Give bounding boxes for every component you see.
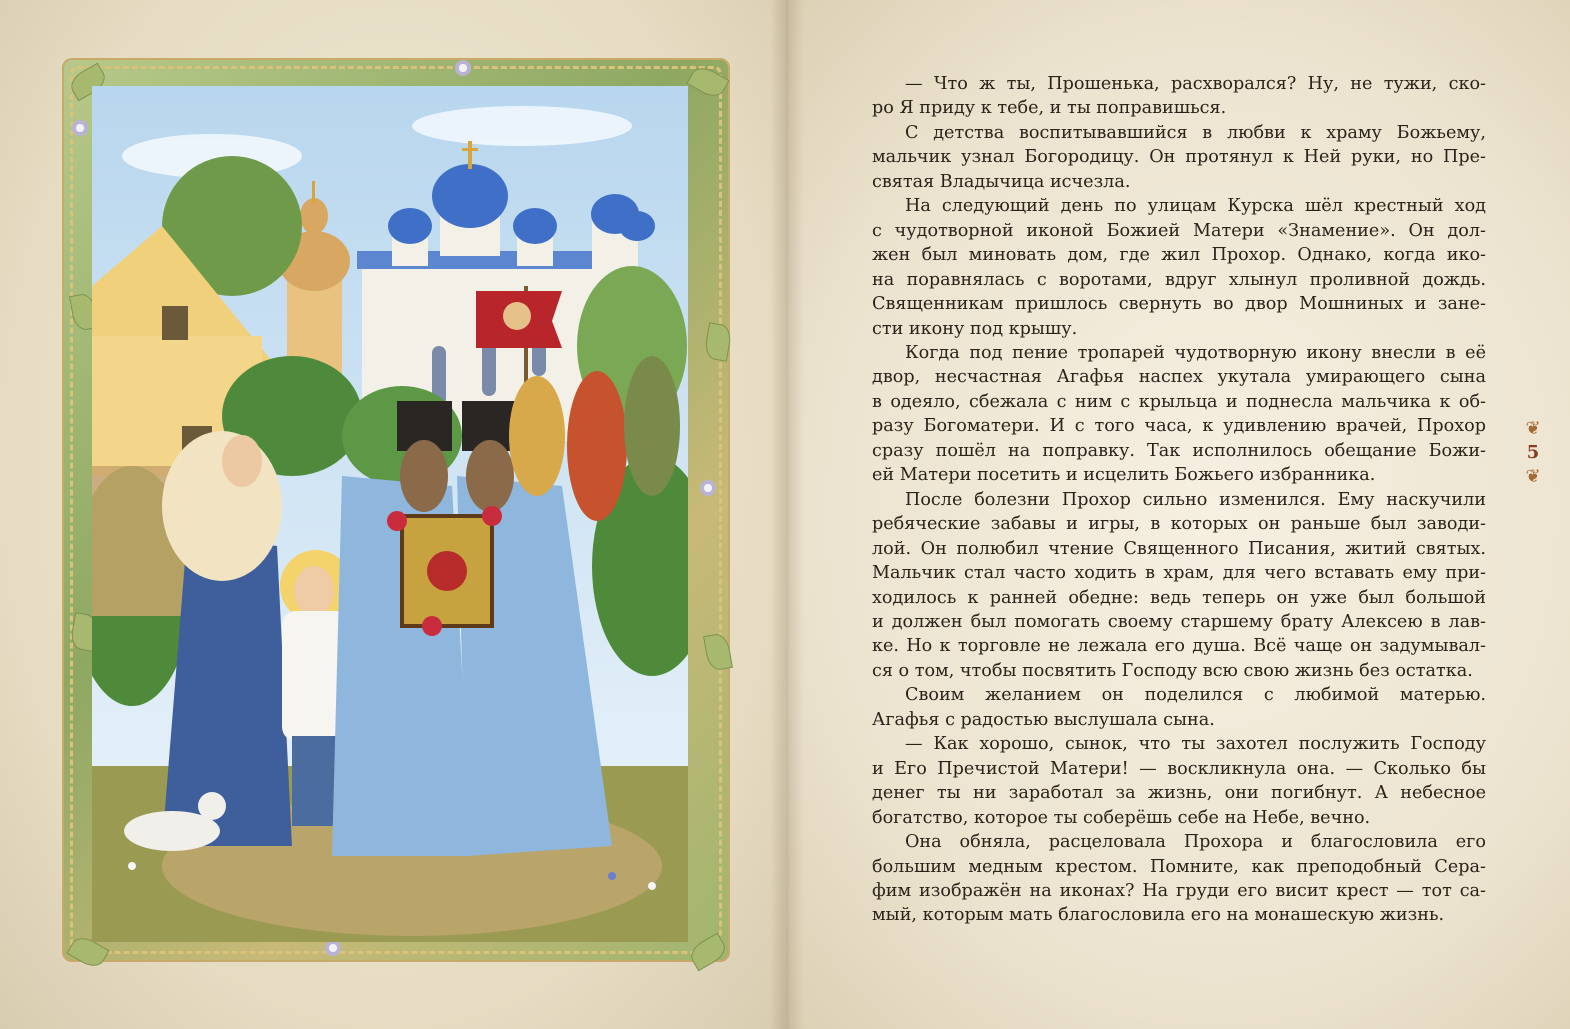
- text-line: ке. Но к торговле не лежала его душа. Всё чаще он задумывал-: [872, 636, 1486, 657]
- cross: [468, 141, 472, 169]
- text-line: фим изображён на иконах? На груди его висит крест — тот са-: [872, 880, 1486, 901]
- text-line: На следующий день по улицам Курска шёл крестный ход: [905, 196, 1486, 217]
- text-line: с чудотворной иконой Божией Матери «Знамение». Он дол-: [872, 220, 1486, 241]
- wildflower: [648, 882, 656, 890]
- held-icon-center: [427, 551, 467, 591]
- rose: [387, 511, 407, 531]
- text-line: ходилось к ранней обедне: ведь теперь он уже был большой: [872, 587, 1486, 608]
- bell-tower-top: [300, 198, 328, 234]
- text-line: ся о том, чтобы посвятить Господу всю свою жизнь без остатка.: [872, 660, 1473, 681]
- text-line: С детства воспитывавшийся в любви к храму Божьему,: [905, 122, 1486, 143]
- text-line: сти икону под крышу.: [872, 318, 1078, 339]
- text-line: двор, несчастная Агафья наспех укутала умирающего сына: [872, 367, 1486, 388]
- paragraph: [872, 121, 1486, 194]
- text-line: Она обняла, расцеловала Прохора и благословила его: [905, 832, 1486, 853]
- rose: [422, 616, 442, 636]
- dome: [619, 211, 655, 241]
- dome: [513, 208, 557, 244]
- text-line: богатство, которое ты соберёшь себе на Небе, вечно.: [872, 807, 1371, 828]
- banner-icon-face: [503, 302, 531, 330]
- wildflower: [128, 862, 136, 870]
- text-line: святая Владычица исчезла.: [872, 171, 1131, 192]
- floral-ornament-icon: ❦: [1525, 418, 1541, 439]
- floral-ornament-icon: ❦: [1525, 466, 1541, 487]
- text-line: лой. Он полюбил чтение Священного Писания, житий святых.: [872, 538, 1486, 559]
- house-window: [162, 306, 188, 340]
- cross: [312, 181, 315, 203]
- rose: [482, 506, 502, 526]
- text-line: в одеяло, сбежала с ним с крыльца и поднесла мальчика к об-: [872, 391, 1486, 412]
- cross: [462, 148, 478, 151]
- text-line: ей Матери посетить и исцелить Божьего избранника.: [872, 465, 1376, 486]
- follower: [567, 371, 627, 521]
- text-line: Священникам пришлось свернуть во двор Мошниных и зане-: [872, 294, 1486, 315]
- page-number: 5: [1526, 442, 1540, 463]
- flower-ornament: [325, 940, 341, 956]
- woman-shawl: [162, 431, 282, 581]
- procession-illustration: [92, 86, 688, 942]
- book-gutter: [770, 0, 804, 1029]
- paragraph: [872, 72, 1486, 121]
- cat-head: [198, 792, 226, 820]
- text-line: — Как хорошо, сынок, что ты захотел послужить Господу: [905, 734, 1486, 755]
- main-dome: [432, 164, 508, 228]
- text-line: — Что ж ты, Прошенька, расхворался? Ну, не тужи, ско-: [905, 74, 1486, 94]
- priest-beard: [466, 440, 514, 512]
- wildflower: [608, 872, 616, 880]
- page-number-marker: [1518, 418, 1548, 488]
- dome: [388, 208, 432, 244]
- flower-ornament: [700, 480, 716, 496]
- text-line: ребяческие забавы и игры, в которых он раньше был заводи-: [872, 514, 1486, 535]
- paragraph: [872, 830, 1486, 928]
- paragraph: [872, 683, 1486, 732]
- text-line: Когда под пение тропарей чудотворную икону внесли в её: [905, 342, 1486, 363]
- paragraph: [872, 341, 1486, 488]
- woman-face: [222, 435, 262, 487]
- text-line: Мальчик стал часто ходить в храм, для чего вставать ему при-: [872, 563, 1486, 584]
- text-line: большим медным крестом. Помните, как преподобный Сера-: [872, 856, 1486, 877]
- story-text: [872, 72, 1486, 928]
- text-line: разу Богоматери. И с того часа, к удивлению врачей, Прохор: [872, 416, 1486, 437]
- text-line: и должен был помогать своему старшему брату Алексею в лав-: [872, 611, 1486, 632]
- follower: [509, 376, 565, 496]
- text-line: Своим желанием он поделился с любимой матерью.: [905, 685, 1486, 706]
- flower-ornament: [455, 60, 471, 76]
- text-line: ро Я приду к тебе, и ты поправишься.: [872, 98, 1227, 119]
- follower: [624, 356, 680, 496]
- boy-face: [294, 566, 334, 616]
- text-line: мальчик узнал Богородицу. Он протянул к Ней руки, но Пре-: [872, 147, 1486, 168]
- boy-legs: [292, 736, 337, 826]
- flower-ornament: [72, 120, 88, 136]
- text-line: и Его Пречистой Матери! — воскликнула она. — Сколько бы: [872, 758, 1486, 779]
- text-line: жен был миновать дом, где жил Прохор. Однако, когда ико-: [872, 245, 1486, 266]
- paragraph: [872, 732, 1486, 830]
- text-line: сразу пошёл на поправку. Так исполнилось обещание Божи-: [872, 440, 1486, 461]
- cloud: [412, 106, 632, 146]
- text-line: После болезни Прохор сильно изменился. Ему наскучили: [905, 489, 1486, 510]
- text-line: денег ты ни заработал за жизнь, они погибнут. А небесное: [872, 783, 1486, 804]
- paragraph: [872, 194, 1486, 341]
- text-line: мый, которым мать благословила его на монашескую жизнь.: [872, 905, 1445, 926]
- illustration-scene: [92, 86, 688, 942]
- paragraph: [872, 488, 1486, 684]
- text-line: Агафья с радостью выслушала сына.: [872, 709, 1215, 730]
- text-line: на поравнялась с воротами, вдруг хлынул проливной дождь.: [872, 269, 1486, 290]
- priest-beard: [400, 440, 448, 512]
